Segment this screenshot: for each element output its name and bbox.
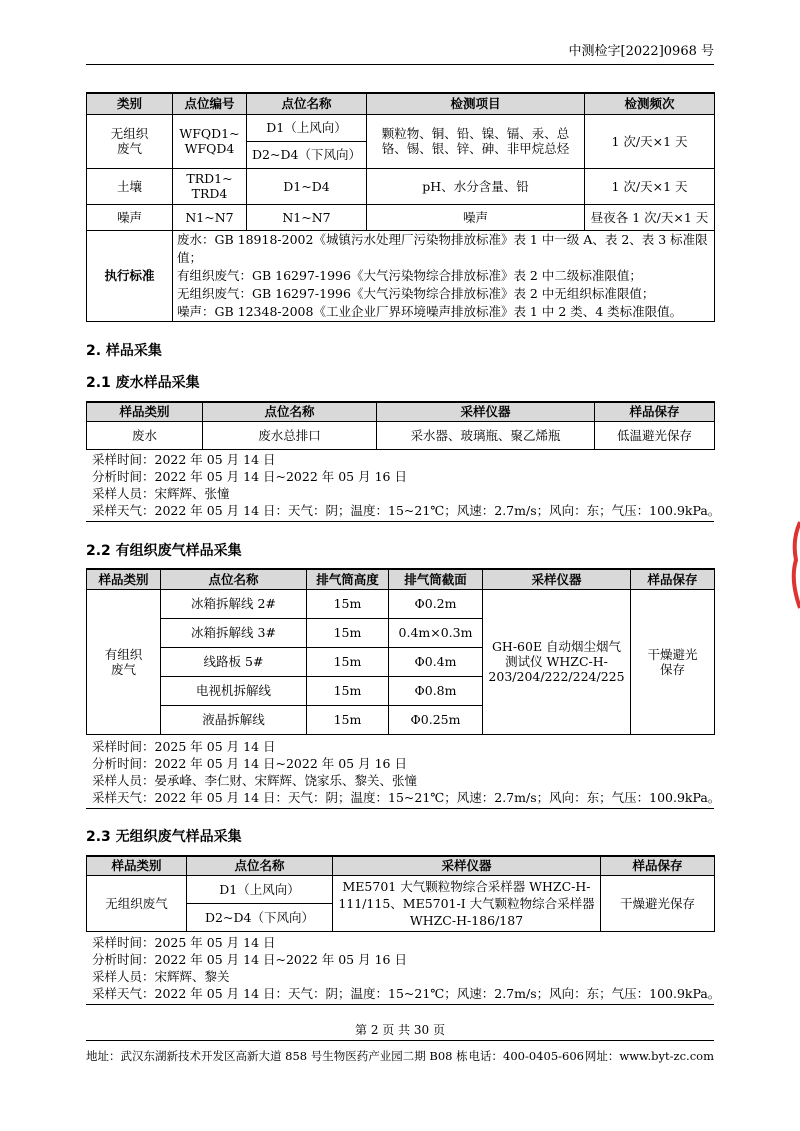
og-row-section: 0.4m×0.3m: [389, 618, 483, 647]
noise-category-cell: 噪声: [87, 204, 173, 230]
section-2-2-title: 2.2 有组织废气样品采集: [86, 543, 242, 559]
og-row-name: 冰箱拆解线 2#: [161, 589, 307, 618]
standard-organized-gas: 有组织废气：GB 16297-1996《大气污染物综合排放标准》表 2 中二级标准限值；: [177, 267, 642, 283]
col-header-frequency: 检测频次: [585, 93, 715, 114]
wastewater-sampling-table: [86, 401, 715, 450]
gas-frequency-cell: 1 次/天×1 天: [585, 114, 715, 168]
ww-sampling-info: [92, 451, 720, 519]
og-header-name: 点位名称: [161, 569, 307, 589]
og-row-height: 15m: [307, 676, 389, 705]
ww-sampling-time: 采样时间：2022 年 05 月 14 日: [92, 452, 276, 467]
og-row-height: 15m: [307, 705, 389, 734]
ww-header-instrument: 采样仪器: [377, 402, 595, 421]
footer-contact: [86, 1048, 714, 1064]
standard-label-cell: 执行标准: [87, 230, 173, 321]
section-2-1-title: 2.1 废水样品采集: [86, 375, 200, 391]
og-sampling-info: [92, 738, 720, 806]
ww-header-category: 样品类别: [87, 402, 203, 421]
ug-sampling-info: [92, 934, 720, 1002]
ug-sampling-weather: 采样天气：2022 年 05 月 14 日：天气：阴；温度：15~21℃；风速：2.7m/s；风向：东；气压：100.9kPa。: [92, 986, 721, 1001]
ww-storage-cell: 低温避光保存: [595, 421, 715, 449]
ug-name-downwind: D2~D4（下风向）: [187, 903, 333, 931]
ug-sampling-staff: 采样人员：宋辉辉、黎关: [92, 969, 230, 984]
noise-frequency-cell: 昼夜各 1 次/天×1 天: [585, 204, 715, 230]
footer-website: 网址：www.byt-zc.com: [584, 1049, 714, 1063]
og-row-name: 线路板 5#: [161, 647, 307, 676]
ug-header-name: 点位名称: [187, 856, 333, 875]
og-row-name: 液晶拆解线: [161, 705, 307, 734]
ww-name-cell: 废水总排口: [203, 421, 377, 449]
og-storage-cell: 干燥避光 保存: [631, 589, 715, 734]
footer-divider: [86, 1040, 714, 1041]
og-header-height: 排气筒高度: [307, 569, 389, 589]
ww-sampling-weather: 采样天气：2022 年 05 月 14 日：天气：阴；温度：15~21℃；风速：2.7m/s；风向：东；气压：100.9kPa。: [92, 503, 721, 518]
og-row-height: 15m: [307, 618, 389, 647]
og-header-category: 样品类别: [87, 569, 161, 589]
ww-info-divider: [86, 521, 714, 522]
og-instrument-cell: GH-60E 自动烟尘烟气测试仪 WHZC-H-203/204/222/224/225: [483, 589, 631, 734]
ww-sampling-staff: 采样人员：宋辉辉、张憧: [92, 486, 230, 501]
col-header-name: 点位名称: [247, 93, 367, 114]
og-row-section: Φ0.8m: [389, 676, 483, 705]
col-header-code: 点位编号: [173, 93, 247, 114]
gas-code-cell: WFQD1~ WFQD4: [173, 114, 247, 168]
og-row-height: 15m: [307, 589, 389, 618]
standard-unorganized-gas: 无组织废气：GB 16297-1996《大气污染物综合排放标准》表 2 中无组织标准限值；: [177, 285, 655, 301]
ug-category-cell: 无组织废气: [87, 875, 187, 931]
noise-code-cell: N1~N7: [173, 204, 247, 230]
standards-cell: [173, 230, 715, 321]
og-header-instrument: 采样仪器: [483, 569, 631, 589]
gas-name-upwind: D1（上风向）: [247, 114, 367, 141]
noise-name-cell: N1~N7: [247, 204, 367, 230]
standard-noise: 噪声：GB 12348-2008《工业企业厂界环境噪声排放标准》表 1 中 2 类、4 类标准限值。: [177, 303, 683, 319]
og-row-name: 电视机拆解线: [161, 676, 307, 705]
ww-header-storage: 样品保存: [595, 402, 715, 421]
ug-header-category: 样品类别: [87, 856, 187, 875]
ww-category-cell: 废水: [87, 421, 203, 449]
soil-frequency-cell: 1 次/天×1 天: [585, 168, 715, 204]
organized-gas-sampling-table: [86, 568, 715, 735]
footer-phone: 电话：400-0405-606: [468, 1049, 584, 1063]
og-sampling-time: 采样时间：2025 年 05 月 14 日: [92, 739, 276, 754]
page-number: 第 2 页 共 30 页: [355, 1023, 445, 1037]
ug-storage-cell: 干燥避光保存: [601, 875, 715, 931]
scope-table: [86, 92, 715, 322]
ug-analysis-time: 分析时间：2022 年 05 月 14 日~2022 年 05 月 16 日: [92, 952, 407, 967]
ug-instrument-cell: ME5701 大气颗粒物综合采样器 WHZC-H-111/115、ME5701-I 大气颗粒物综合采样器 WHZC-H-186/187: [333, 875, 601, 931]
footer-address: 地址：武汉东湖新技术开发区高新大道 858 号生物医药产业园二期 B08 栋: [86, 1049, 468, 1063]
og-analysis-time: 分析时间：2022 年 05 月 14 日~2022 年 05 月 16 日: [92, 756, 407, 771]
soil-items-cell: pH、水分含量、铅: [367, 168, 585, 204]
section-2-3-title: 2.3 无组织废气样品采集: [86, 829, 242, 845]
ug-info-divider: [86, 1004, 714, 1005]
soil-name-cell: D1~D4: [247, 168, 367, 204]
ww-instrument-cell: 采水器、玻璃瓶、聚乙烯瓶: [377, 421, 595, 449]
standard-wastewater: 废水：GB 18918-2002《城镇污水处理厂污染物排放标准》表 1 中一级 A、表 2、表 3 标准限值；: [177, 231, 708, 265]
ug-header-storage: 样品保存: [601, 856, 715, 875]
ug-header-instrument: 采样仪器: [333, 856, 601, 875]
ww-analysis-time: 分析时间：2022 年 05 月 14 日~2022 年 05 月 16 日: [92, 469, 407, 484]
og-header-storage: 样品保存: [631, 569, 715, 589]
og-row-section: Φ0.2m: [389, 589, 483, 618]
ug-sampling-time: 采样时间：2025 年 05 月 14 日: [92, 935, 276, 950]
ww-header-name: 点位名称: [203, 402, 377, 421]
seal-edge-mark: [790, 520, 800, 610]
og-sampling-weather: 采样天气：2022 年 05 月 14 日：天气：阴；温度：15~21℃；风速：2.7m/s；风向：东；气压：100.9kPa。: [92, 790, 721, 805]
og-category-cell: 有组织 废气: [87, 589, 161, 734]
report-code: 中测检字[2022]0968 号: [568, 44, 714, 59]
gas-name-downwind: D2~D4（下风向）: [247, 141, 367, 168]
og-row-section: Φ0.25m: [389, 705, 483, 734]
section-2-title: 2. 样品采集: [86, 343, 162, 359]
og-sampling-staff: 采样人员：晏承峰、李仁财、宋辉辉、饶家乐、黎关、张憧: [92, 773, 418, 788]
ug-name-upwind: D1（上风向）: [187, 875, 333, 903]
soil-code-cell: TRD1~ TRD4: [173, 168, 247, 204]
og-row-height: 15m: [307, 647, 389, 676]
col-header-category: 类别: [87, 93, 173, 114]
og-info-divider: [86, 808, 714, 809]
soil-category-cell: 土壤: [87, 168, 173, 204]
gas-items-cell: 颗粒物、铜、铅、镍、镉、汞、总铬、锡、银、锌、砷、非甲烷总烃: [367, 114, 585, 168]
gas-category-cell: 无组织 废气: [87, 114, 173, 168]
header-divider: [86, 64, 714, 65]
og-header-section: 排气筒截面: [389, 569, 483, 589]
og-row-section: Φ0.4m: [389, 647, 483, 676]
unorganized-gas-sampling-table: [86, 855, 715, 932]
noise-items-cell: 噪声: [367, 204, 585, 230]
col-header-items: 检测项目: [367, 93, 585, 114]
og-row-name: 冰箱拆解线 3#: [161, 618, 307, 647]
